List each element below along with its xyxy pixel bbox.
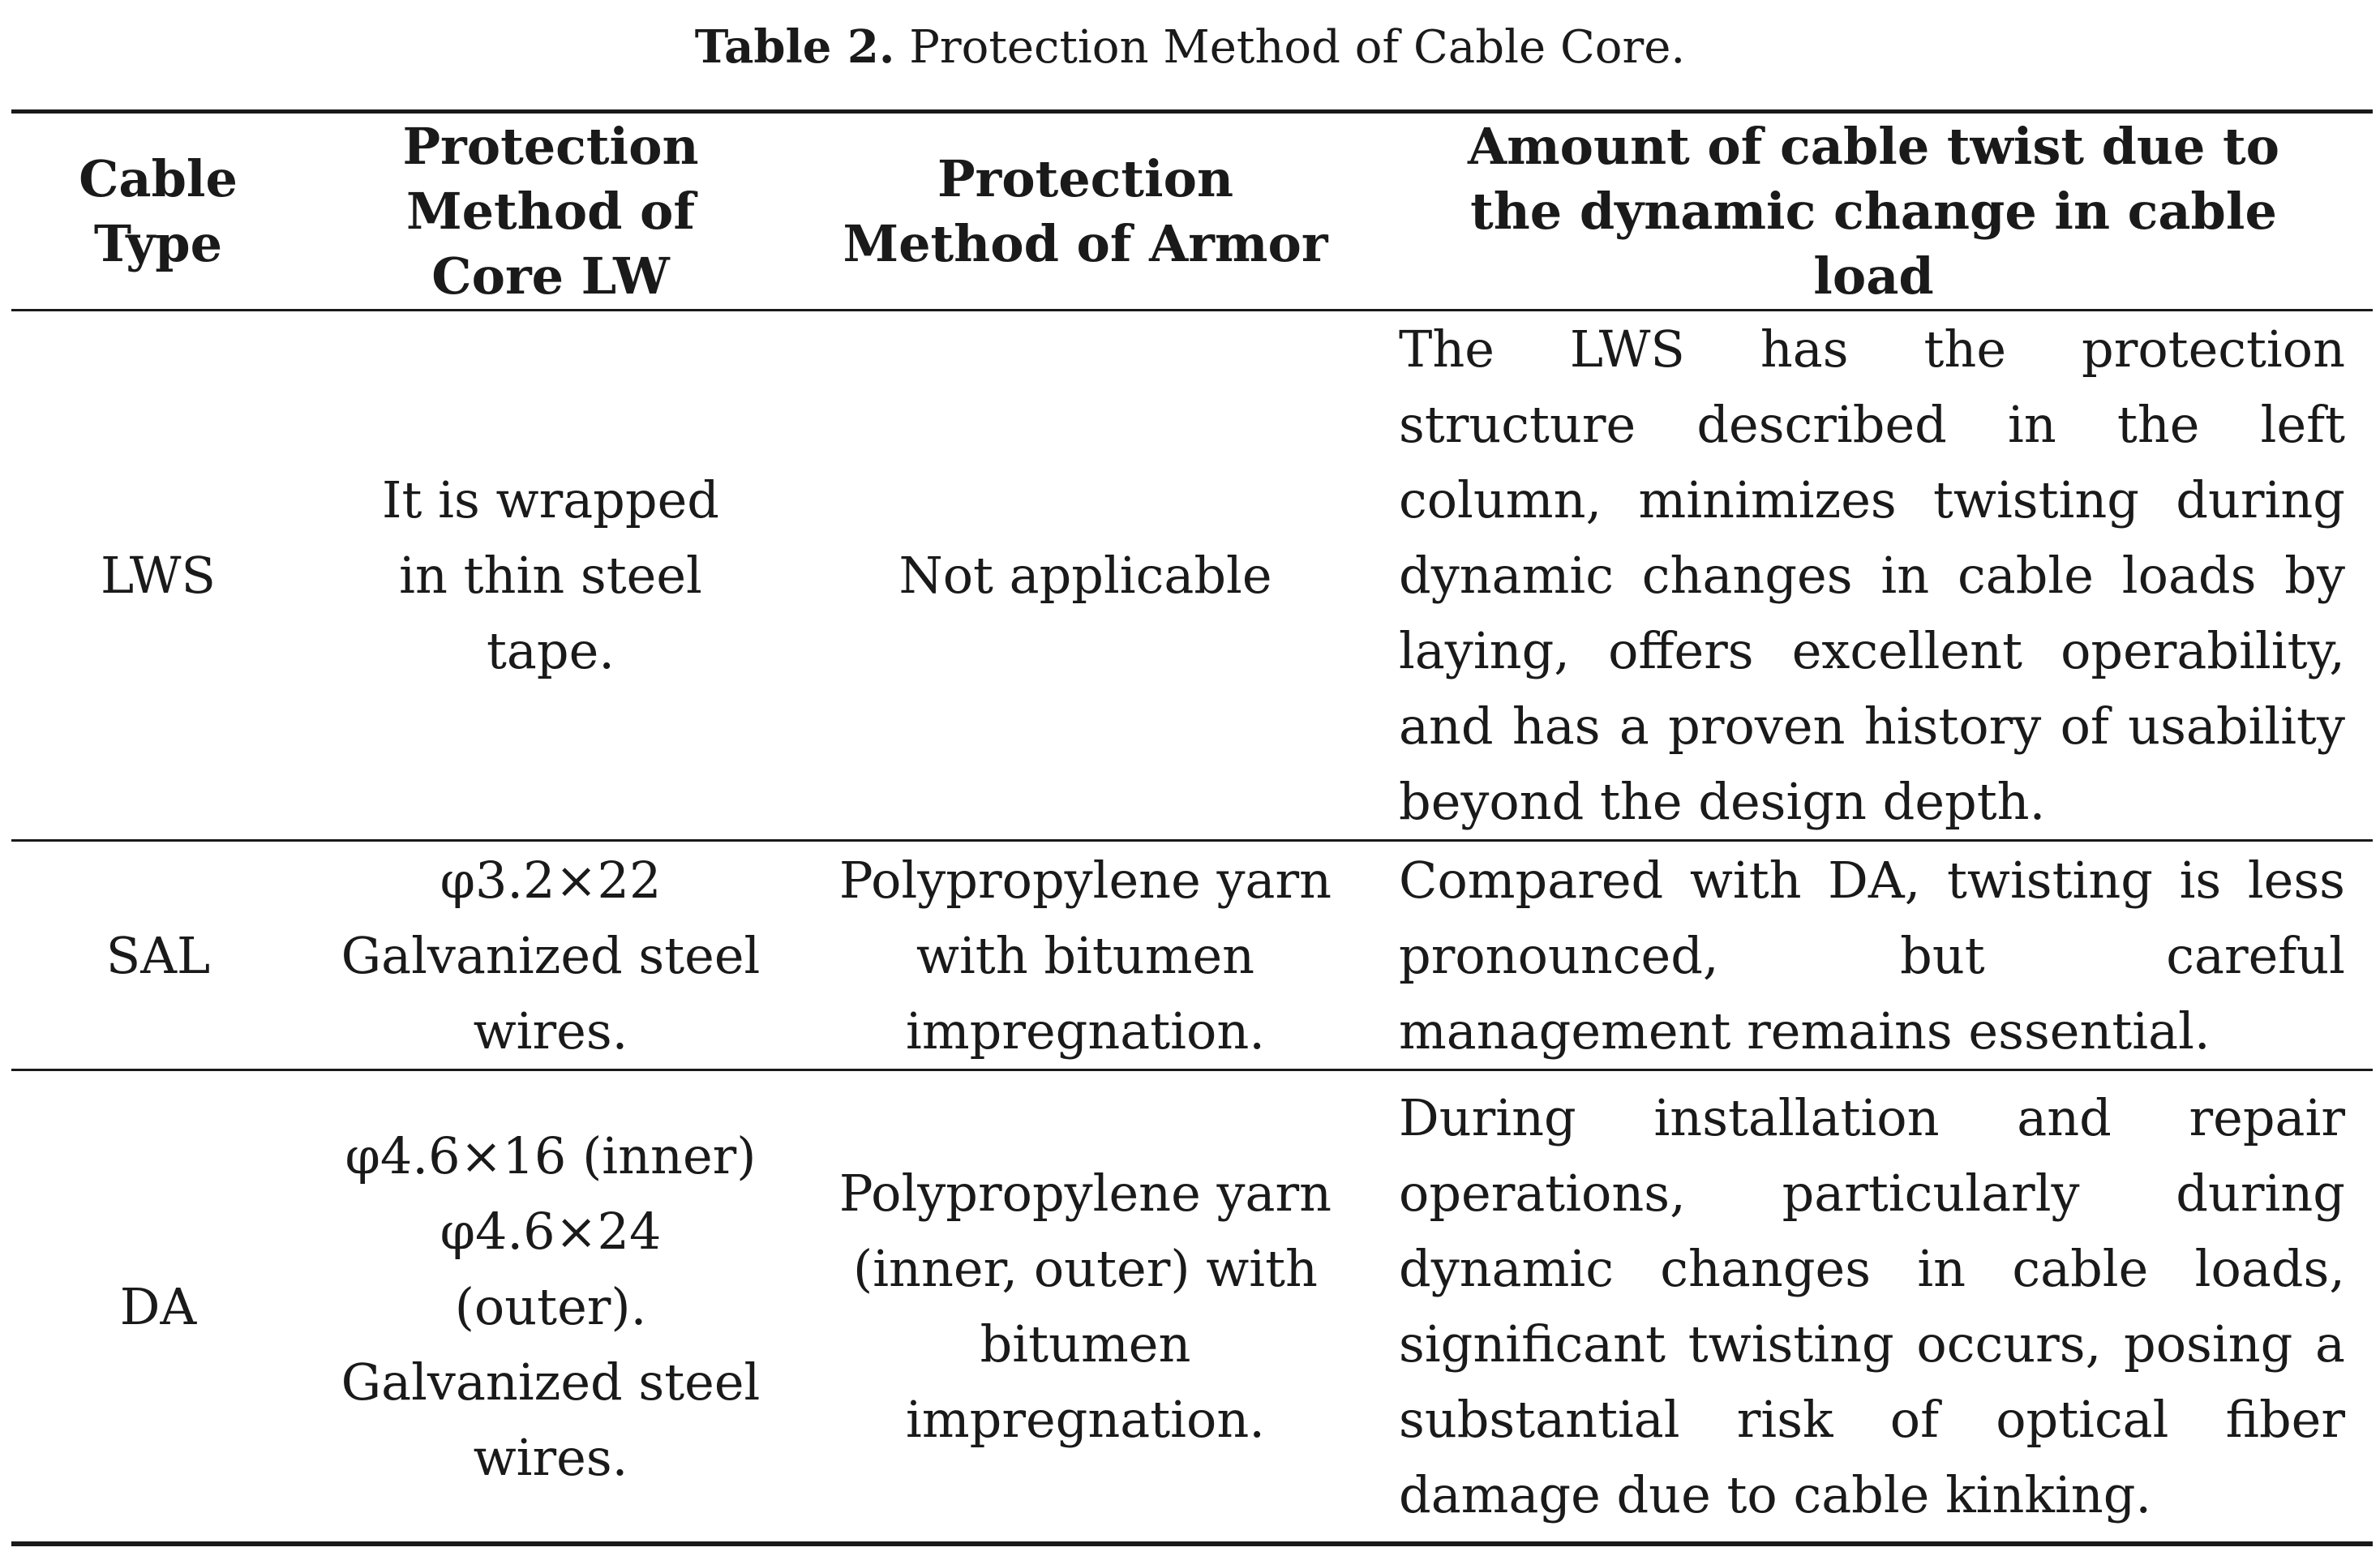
header-armor-protection: Protection Method of Armor (796, 112, 1374, 311)
cell-armor-protection: Polypropylene yarn (inner, outer) with bitumen impregnation. (796, 1070, 1374, 1545)
cell-armor-protection: Not applicable (796, 311, 1374, 841)
data-table (11, 109, 2373, 1546)
header-cable-type: Cable Type (11, 112, 305, 311)
cell-twist-amount: The LWS has the protection structure described in the left column, minimizes twisting during dynamic changes in cable loads by laying, offers excellent operability, and has a proven history of usability beyond the design depth. (1374, 311, 2373, 841)
cell-core-protection: φ3.2×22 Galvanized steel wires. (305, 841, 796, 1070)
table-header (11, 112, 2373, 311)
cell-cable-type: DA (11, 1070, 305, 1545)
cell-core-protection: It is wrapped in thin steel tape. (305, 311, 796, 841)
cell-twist-amount: During installation and repair operations, particularly during dynamic changes in cable loads, significant twisting occurs, posing a substantial risk of optical fiber damage due to cable kinking. (1374, 1070, 2373, 1545)
table-row (11, 311, 2373, 841)
table-caption (0, 18, 2380, 77)
table-body (11, 311, 2373, 1545)
cell-cable-type: LWS (11, 311, 305, 841)
header-core-protection: Protection Method of Core LW (305, 112, 796, 311)
table-row (11, 1070, 2373, 1545)
cell-armor-protection: Polypropylene yarn with bitumen impregnation. (796, 841, 1374, 1070)
header-row (11, 112, 2373, 311)
table-row (11, 841, 2373, 1070)
cell-core-protection: φ4.6×16 (inner) φ4.6×24 (outer). Galvanized steel wires. (305, 1070, 796, 1545)
cell-cable-type: SAL (11, 841, 305, 1070)
table-caption-text: Protection Method of Cable Core. (894, 21, 1686, 74)
table-caption-label: Table 2. (694, 20, 895, 74)
protection-method-table (11, 109, 2373, 1537)
header-twist-amount: Amount of cable twist due to the dynamic change in cable load (1374, 112, 2373, 311)
cell-twist-amount: Compared with DA, twisting is less pronounced, but careful management remains essential. (1374, 841, 2373, 1070)
